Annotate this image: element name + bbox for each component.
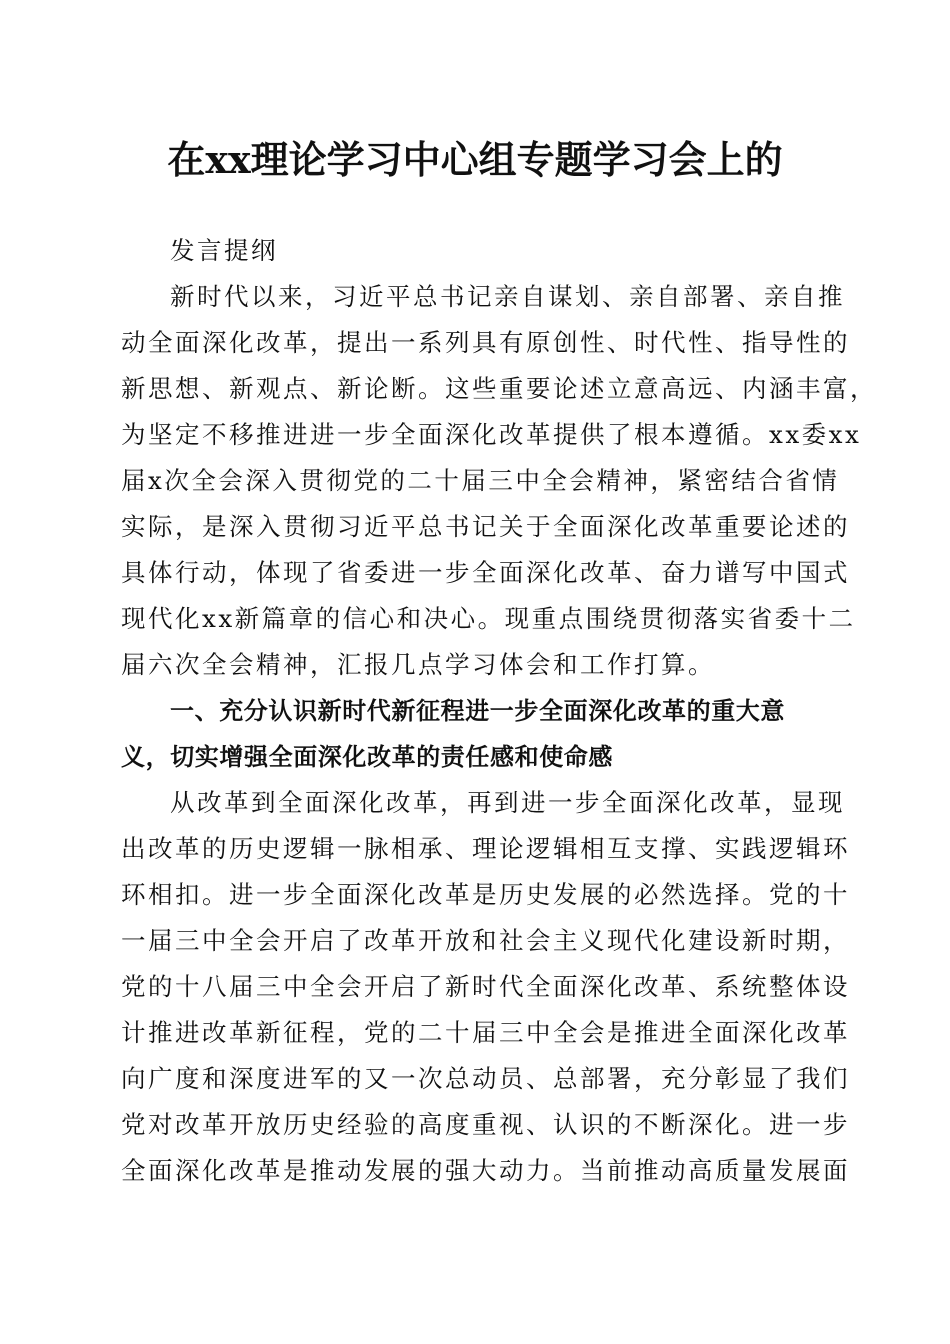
paragraph-line: 出改革的历史逻辑一脉相承、理论逻辑相互支撑、实践逻辑环 (121, 834, 850, 863)
paragraph-line: 实际，是深入贯彻习近平总书记关于全面深化改革重要论述的 (121, 512, 850, 541)
section-heading: 一、充分认识新时代新征程进一步全面深化改革的重大意 (170, 697, 785, 725)
paragraph-line: 新思想、新观点、新论断。这些重要论述立意高远、内涵丰富， (121, 374, 877, 403)
paragraph-line: 党的十八届三中全会开启了新时代全面深化改革、系统整体设 (121, 972, 850, 1001)
paragraph-line: 党对改革开放历史经验的高度重视、认识的不断深化。进一步 (121, 1110, 850, 1139)
document-body (121, 228, 877, 1194)
paragraph-line: 届x次全会深入贯彻党的二十届三中全会精神，紧密结合省情 (121, 466, 840, 495)
document-subtitle: 发言提纲 (170, 236, 278, 265)
paragraph-line: 届六次全会精神，汇报几点学习体会和工作打算。 (121, 650, 715, 679)
paragraph-line: 动全面深化改革，提出一系列具有原创性、时代性、指导性的 (121, 328, 850, 357)
paragraph-line: 向广度和深度进军的又一次总动员、总部署，充分彰显了我们 (121, 1064, 850, 1093)
paragraph-line: 环相扣。进一步全面深化改革是历史发展的必然选择。党的十 (121, 880, 850, 909)
paragraph-line: 为坚定不移推进进一步全面深化改革提供了根本遵循。xx委xx (121, 420, 862, 449)
paragraph-line: 一届三中全会开启了改革开放和社会主义现代化建设新时期， (121, 926, 850, 955)
section-heading: 义，切实增强全面深化改革的责任感和使命感 (121, 743, 613, 771)
paragraph-line: 计推进改革新征程，党的二十届三中全会是推进全面深化改革 (121, 1018, 850, 1047)
paragraph-line: 从改革到全面深化改革，再到进一步全面深化改革，显现 (170, 788, 845, 817)
document-title: 在xx理论学习中心组专题学习会上的 (167, 137, 783, 182)
paragraph-line: 具体行动，体现了省委进一步全面深化改革、奋力谱写中国式 (121, 558, 850, 587)
paragraph-line: 全面深化改革是推动发展的强大动力。当前推动高质量发展面 (121, 1156, 850, 1185)
paragraph-line: 新时代以来，习近平总书记亲自谋划、亲自部署、亲自推 (170, 282, 845, 311)
paragraph-line: 现代化xx新篇章的信心和决心。现重点围绕贯彻落实省委十二 (121, 604, 856, 633)
